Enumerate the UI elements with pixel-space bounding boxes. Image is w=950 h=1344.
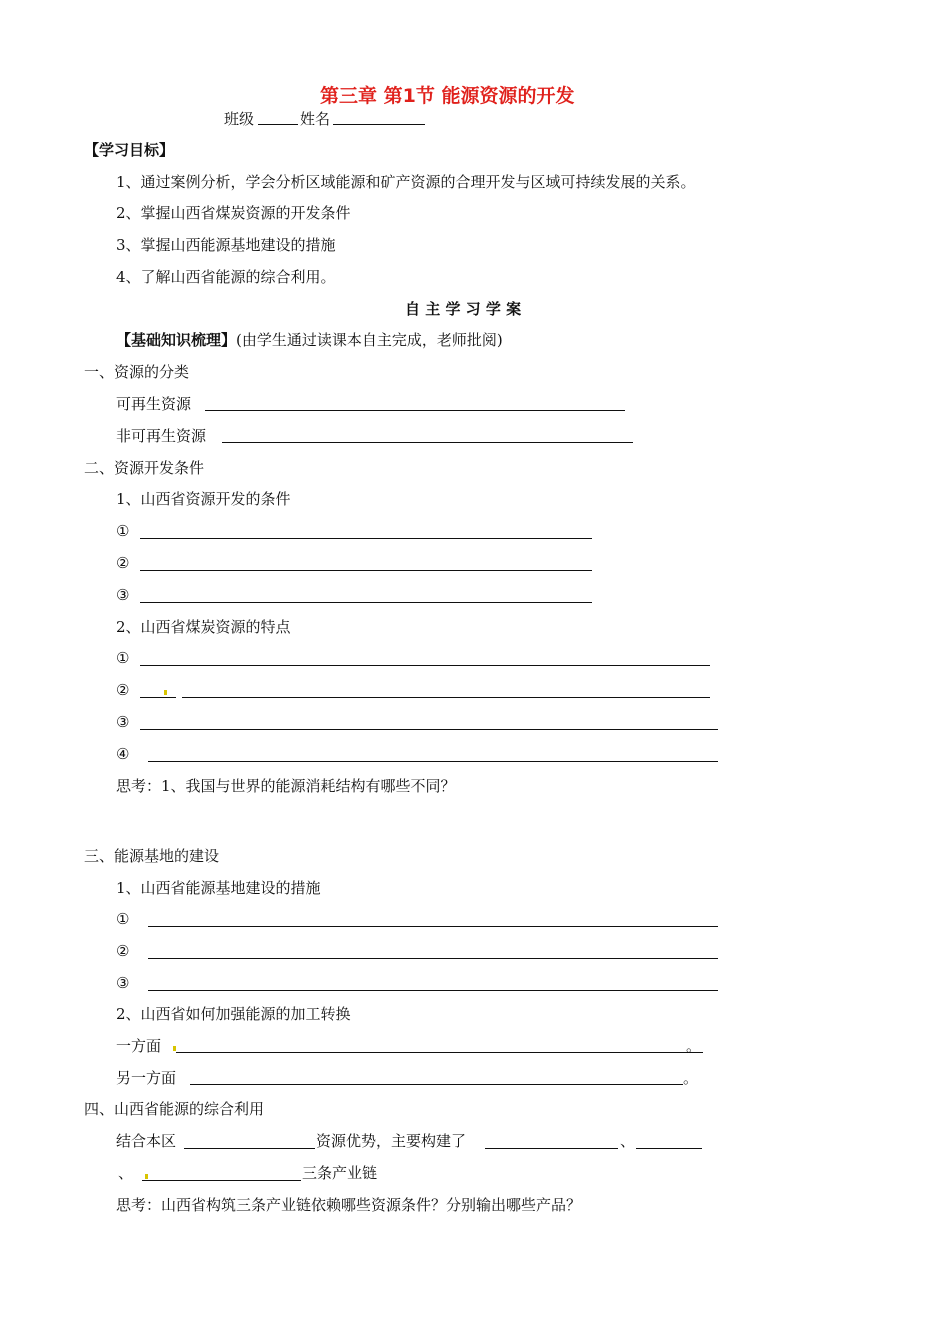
section-3-heading: 三、能源基地的建设 bbox=[84, 847, 220, 865]
renewable-blank[interactable] bbox=[205, 410, 625, 411]
s3-sub2: 2、山西省如何加强能源的加工转换 bbox=[116, 1005, 351, 1023]
one-side-blank[interactable] bbox=[176, 1052, 703, 1053]
answer-blank[interactable] bbox=[182, 697, 710, 698]
answer-blank[interactable] bbox=[140, 538, 592, 539]
advantage-text: 资源优势，主要构建了 bbox=[316, 1132, 467, 1150]
separator: 、 bbox=[118, 1164, 134, 1182]
objective-item: 2、掌握山西省煤炭资源的开发条件 bbox=[116, 204, 351, 222]
answer-blank[interactable] bbox=[140, 665, 710, 666]
period: 。 bbox=[683, 1069, 699, 1087]
three-chains-text: 三条产业链 bbox=[302, 1164, 378, 1182]
other-side-label: 另一方面 bbox=[116, 1069, 177, 1087]
circled-2: ② bbox=[116, 681, 130, 699]
circled-3: ③ bbox=[116, 586, 130, 604]
other-side-blank[interactable] bbox=[190, 1084, 683, 1085]
s4-think: 思考：山西省构筑三条产业链依赖哪些资源条件？分别输出哪些产品？ bbox=[116, 1196, 582, 1214]
s2-sub2: 2、山西省煤炭资源的特点 bbox=[116, 618, 291, 636]
circled-4: ④ bbox=[116, 745, 130, 763]
circled-3: ③ bbox=[116, 974, 130, 992]
answer-blank[interactable] bbox=[148, 926, 718, 927]
chain-3-blank[interactable] bbox=[142, 1180, 301, 1181]
class-label: 班级 bbox=[224, 110, 255, 128]
nonrenewable-blank[interactable] bbox=[222, 442, 633, 443]
answer-blank[interactable] bbox=[140, 602, 592, 603]
class-field[interactable] bbox=[258, 124, 298, 125]
circled-1: ① bbox=[116, 649, 130, 667]
highlight-mark bbox=[173, 1046, 176, 1051]
highlight-mark bbox=[145, 1174, 148, 1179]
objectives-heading: 【学习目标】 bbox=[84, 141, 175, 159]
section-4-heading: 四、山西省能源的综合利用 bbox=[84, 1100, 265, 1118]
period: 。 bbox=[686, 1037, 702, 1055]
one-side-label: 一方面 bbox=[116, 1037, 162, 1055]
objective-item: 4、了解山西省能源的综合利用。 bbox=[116, 268, 336, 286]
circled-1: ① bbox=[116, 522, 130, 540]
objective-item: 3、掌握山西能源基地建设的措施 bbox=[116, 236, 336, 254]
highlight-mark bbox=[164, 690, 167, 695]
circled-2: ② bbox=[116, 942, 130, 960]
answer-blank[interactable] bbox=[148, 761, 718, 762]
nonrenewable-label: 非可再生资源 bbox=[116, 427, 207, 445]
circled-1: ① bbox=[116, 910, 130, 928]
s2-think: 思考：1、我国与世界的能源消耗结构有哪些不同？ bbox=[116, 777, 456, 795]
answer-blank[interactable] bbox=[140, 697, 176, 698]
objective-item: 1、通过案例分析，学会分析区域能源和矿产资源的合理开发与区域可持续发展的关系。 bbox=[116, 173, 696, 191]
basics-note: (由学生通过读课本自主完成，老师批阅) bbox=[236, 331, 503, 349]
combine-label: 结合本区 bbox=[116, 1132, 177, 1150]
answer-blank[interactable] bbox=[148, 990, 718, 991]
answer-blank[interactable] bbox=[140, 729, 718, 730]
chain-2-blank[interactable] bbox=[636, 1148, 702, 1149]
answer-blank[interactable] bbox=[140, 570, 592, 571]
renewable-label: 可再生资源 bbox=[116, 395, 192, 413]
separator: 、 bbox=[620, 1132, 636, 1150]
name-field[interactable] bbox=[333, 124, 425, 125]
study-plan-title: 自 主 学 习 学 案 bbox=[405, 300, 522, 318]
basics-line bbox=[116, 330, 503, 350]
basics-heading: 【基础知识梳理】 bbox=[116, 331, 237, 349]
circled-3: ③ bbox=[116, 713, 130, 731]
section-2-heading: 二、资源开发条件 bbox=[84, 459, 205, 477]
page-title: 第三章 第1节 能源资源的开发 bbox=[320, 85, 575, 107]
answer-blank[interactable] bbox=[148, 958, 718, 959]
circled-2: ② bbox=[116, 554, 130, 572]
name-label: 姓名 bbox=[300, 110, 331, 128]
resource-blank[interactable] bbox=[184, 1148, 315, 1149]
section-1-heading: 一、资源的分类 bbox=[84, 363, 190, 381]
s3-sub1: 1、山西省能源基地建设的措施 bbox=[116, 879, 321, 897]
s2-sub1: 1、山西省资源开发的条件 bbox=[116, 490, 291, 508]
chain-1-blank[interactable] bbox=[485, 1148, 618, 1149]
